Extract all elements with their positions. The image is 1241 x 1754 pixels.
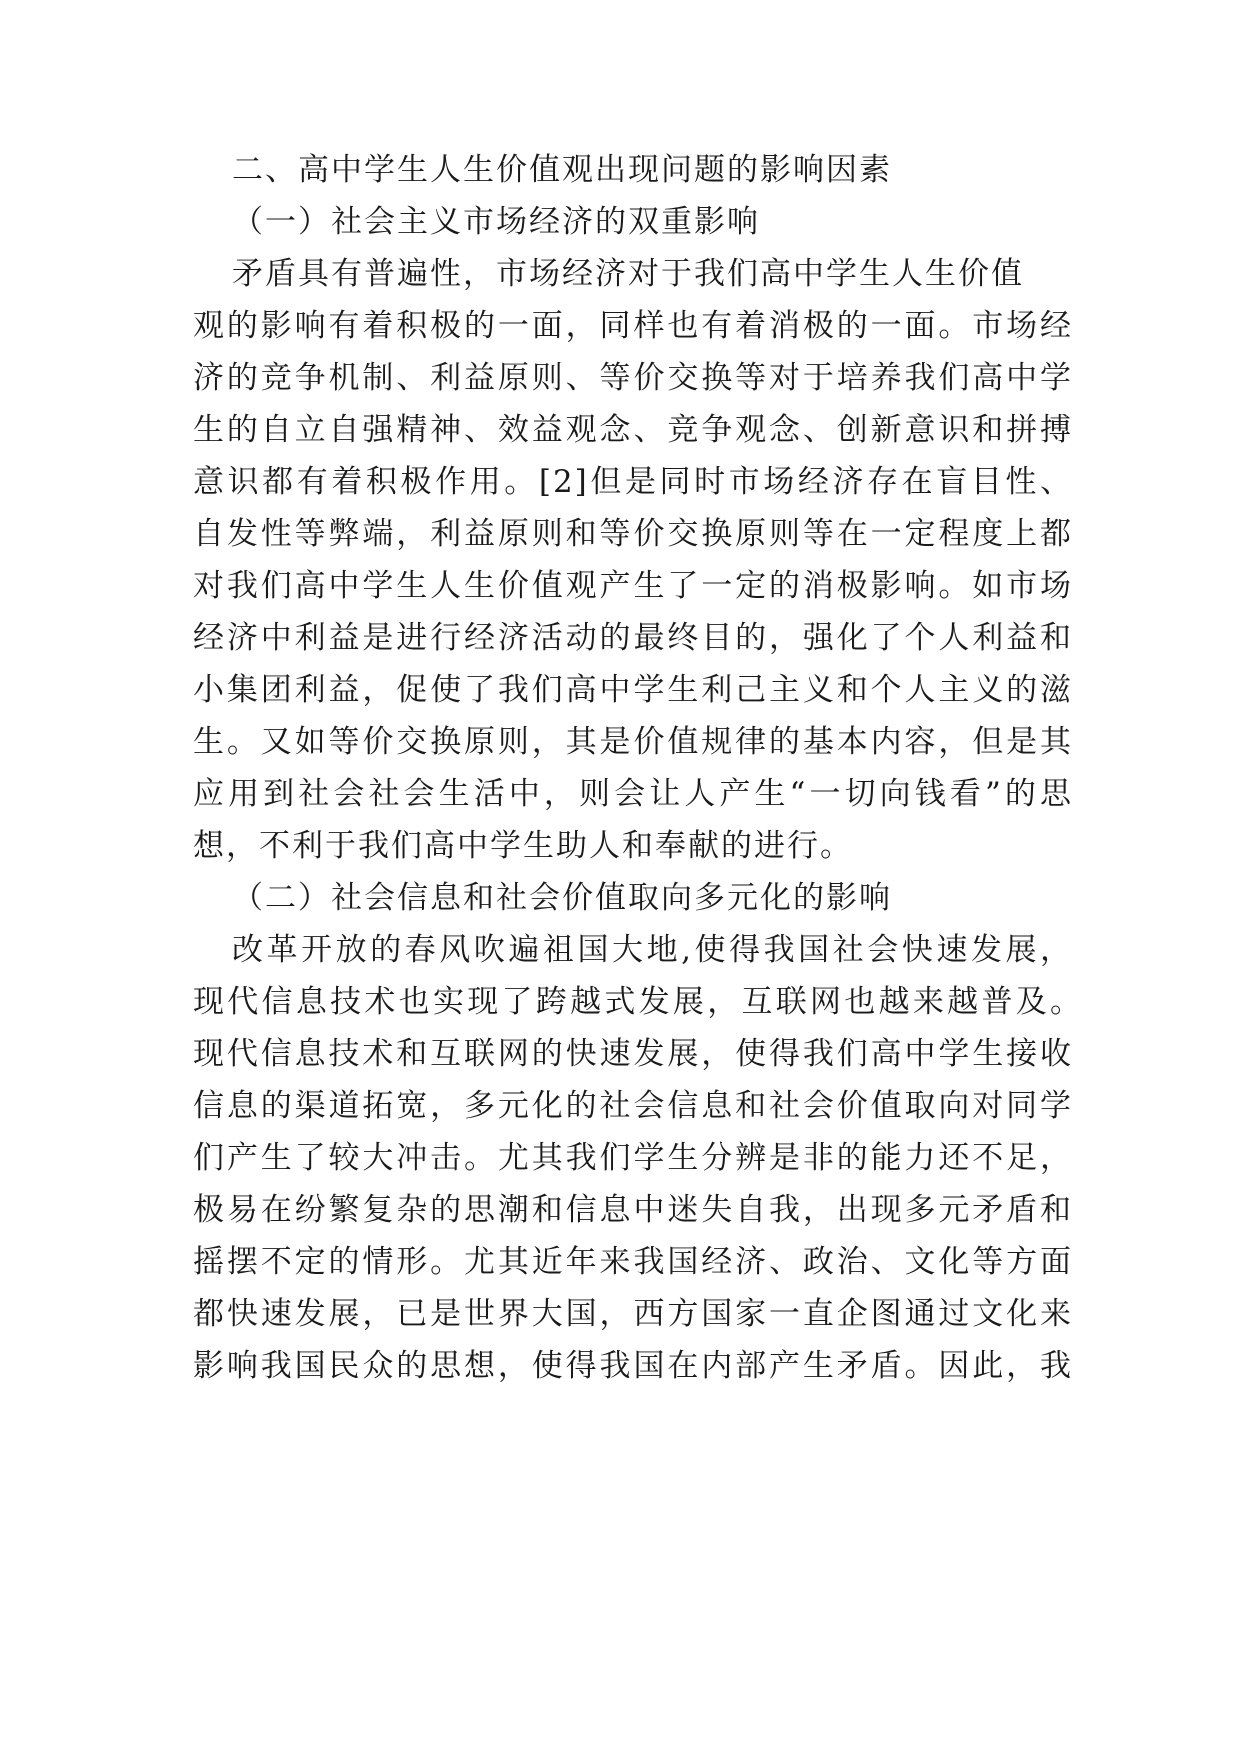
paragraph-2-line: 改革开放的春风吹遍祖国大地,使得我国社会快速发展，: [232, 932, 1073, 968]
section-heading: 二、高中学生人生价值观出现问题的影响因素: [232, 152, 892, 188]
paragraph-1-line: 矛盾具有普遍性，市场经济对于我们高中学生人生价值: [232, 256, 1024, 292]
paragraph-2-line: 现代信息技术和互联网的快速发展，使得我们高中学生接收: [193, 1036, 1073, 1072]
paragraph-1-line: 观的影响有着积极的一面，同样也有着消极的一面。市场经: [193, 308, 1073, 344]
paragraph-1-line: 对我们高中学生人生价值观产生了一定的消极影响。如市场: [193, 568, 1073, 604]
paragraph-1-line: 想，不利于我们高中学生助人和奉献的进行。: [193, 828, 853, 864]
paragraph-2-line: 信息的渠道拓宽，多元化的社会信息和社会价值取向对同学: [193, 1088, 1073, 1124]
subheading-2: （二）社会信息和社会价值取向多元化的影响: [232, 880, 892, 916]
subheading-1: （一）社会主义市场经济的双重影响: [232, 204, 760, 240]
paragraph-2-line: 影响我国民众的思想，使得我国在内部产生矛盾。因此，我: [193, 1348, 1073, 1384]
paragraph-1-line: 意识都有着积极作用。[2]但是同时市场经济存在盲目性、: [193, 464, 1073, 500]
paragraph-2-line: 摇摆不定的情形。尤其近年来我国经济、政治、文化等方面: [193, 1244, 1073, 1280]
paragraph-2-line: 们产生了较大冲击。尤其我们学生分辨是非的能力还不足，: [193, 1140, 1073, 1176]
paragraph-1-line: 生的自立自强精神、效益观念、竞争观念、创新意识和拼搏: [193, 412, 1073, 448]
paragraph-1-line: 生。又如等价交换原则，其是价值规律的基本内容，但是其: [193, 724, 1073, 760]
paragraph-1-line: 济的竞争机制、利益原则、等价交换等对于培养我们高中学: [193, 360, 1073, 396]
paragraph-2-line: 现代信息技术也实现了跨越式发展，互联网也越来越普及。: [193, 984, 1083, 1020]
paragraph-2-line: 都快速发展，已是世界大国，西方国家一直企图通过文化来: [193, 1296, 1073, 1332]
paragraph-2-line: 极易在纷繁复杂的思潮和信息中迷失自我，出现多元矛盾和: [193, 1192, 1073, 1228]
paragraph-1-line: 自发性等弊端，利益原则和等价交换原则等在一定程度上都: [193, 516, 1073, 552]
paragraph-1-line: 应用到社会社会生活中，则会让人产生“一切向钱看”的思: [193, 776, 1073, 812]
paragraph-1-line: 经济中利益是进行经济活动的最终目的，强化了个人利益和: [193, 620, 1073, 656]
paragraph-1-line: 小集团利益，促使了我们高中学生利己主义和个人主义的滋: [193, 672, 1073, 708]
